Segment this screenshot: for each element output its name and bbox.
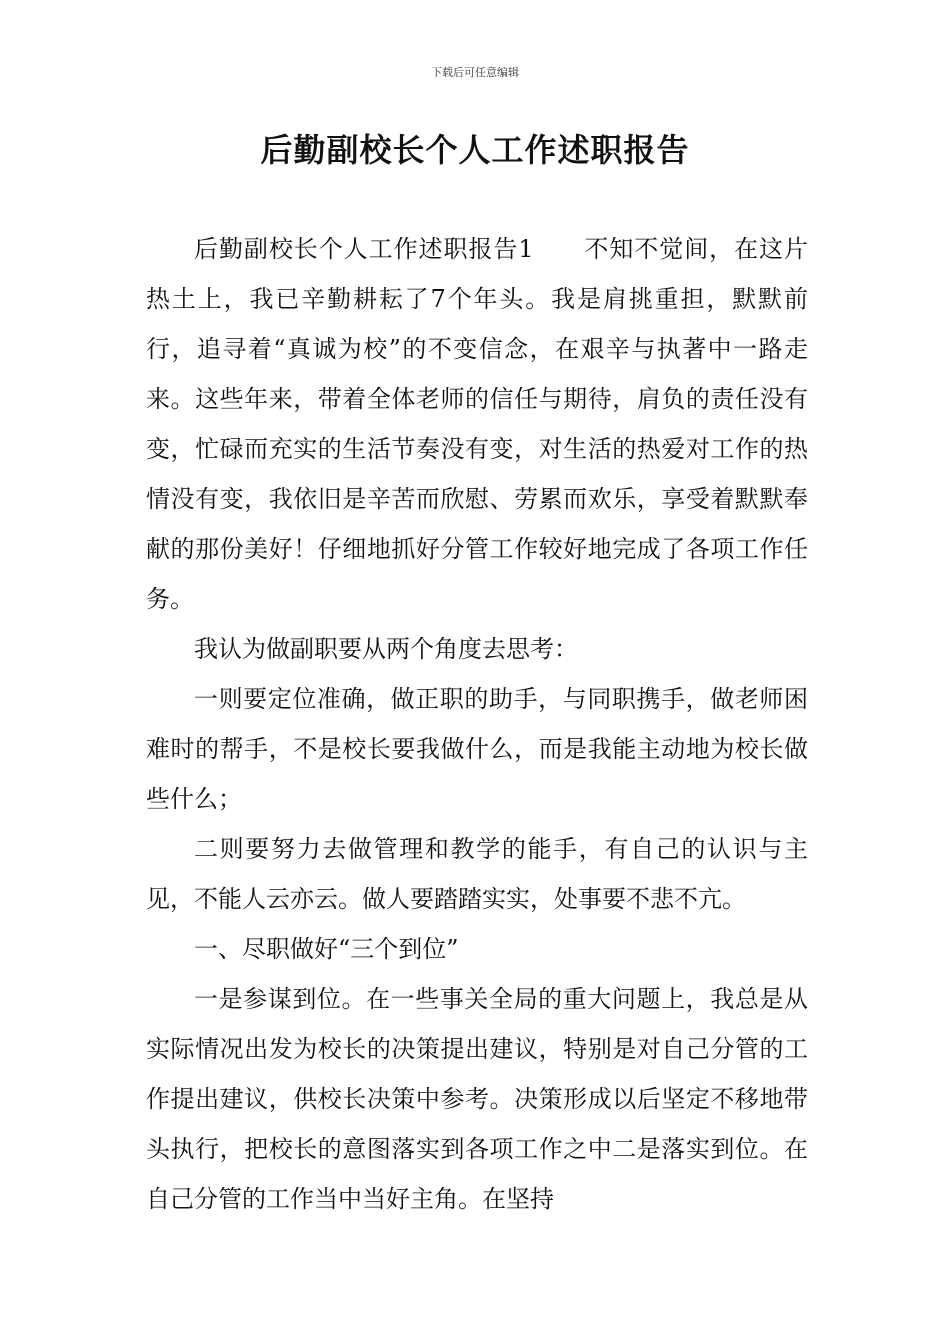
paragraph-1: 后勤副校长个人工作述职报告1 不知不觉间，在这片热土上，我已辛勤耕耘了7个年头。我是肩挑重担，默默前行，追寻着“真诚为校”的不变信念，在艰辛与执著中一路走来。这些年来，带着全体老师的信任与期待，肩负的责任没有变，忙碌而充实的生活节奏没有变，对生活的热爱对工作的热情没有变，我依旧是辛苦而欣慰、劳累而欢乐，享受着默默奉献的那份美好！仔细地抓好分管工作较好地完成了各项工作任务。 [146,235,808,613]
paragraph-4: 二则要努力去做管理和教学的能手，有自己的认识与主见，不能人云亦云。做人要踏踏实实，处事要不悲不亢。 [146,835,808,913]
document-body [146,224,808,1224]
section-heading-1: 一、尽职做好“三个到位” [194,935,459,963]
document-title: 后勤副校长个人工作述职报告 [260,131,690,169]
paragraph-2: 我认为做副职要从两个角度去思考： [194,635,578,663]
header-note: 下载后可任意编辑 [431,66,519,79]
paragraph-5: 一是参谋到位。在一些事关全局的重大问题上，我总是从实际情况出发为校长的决策提出建议，特别是对自己分管的工作提出建议，供校长决策中参考。决策形成以后坚定不移地带头执行，把校长的意图落实到各项工作之中二是落实到位。在自己分管的工作当中当好主角。在坚持 [146,985,808,1213]
paragraph-3: 一则要定位准确，做正职的助手，与同职携手，做老师困难时的帮手，不是校长要我做什么，而是我能主动地为校长做些什么； [146,685,808,813]
